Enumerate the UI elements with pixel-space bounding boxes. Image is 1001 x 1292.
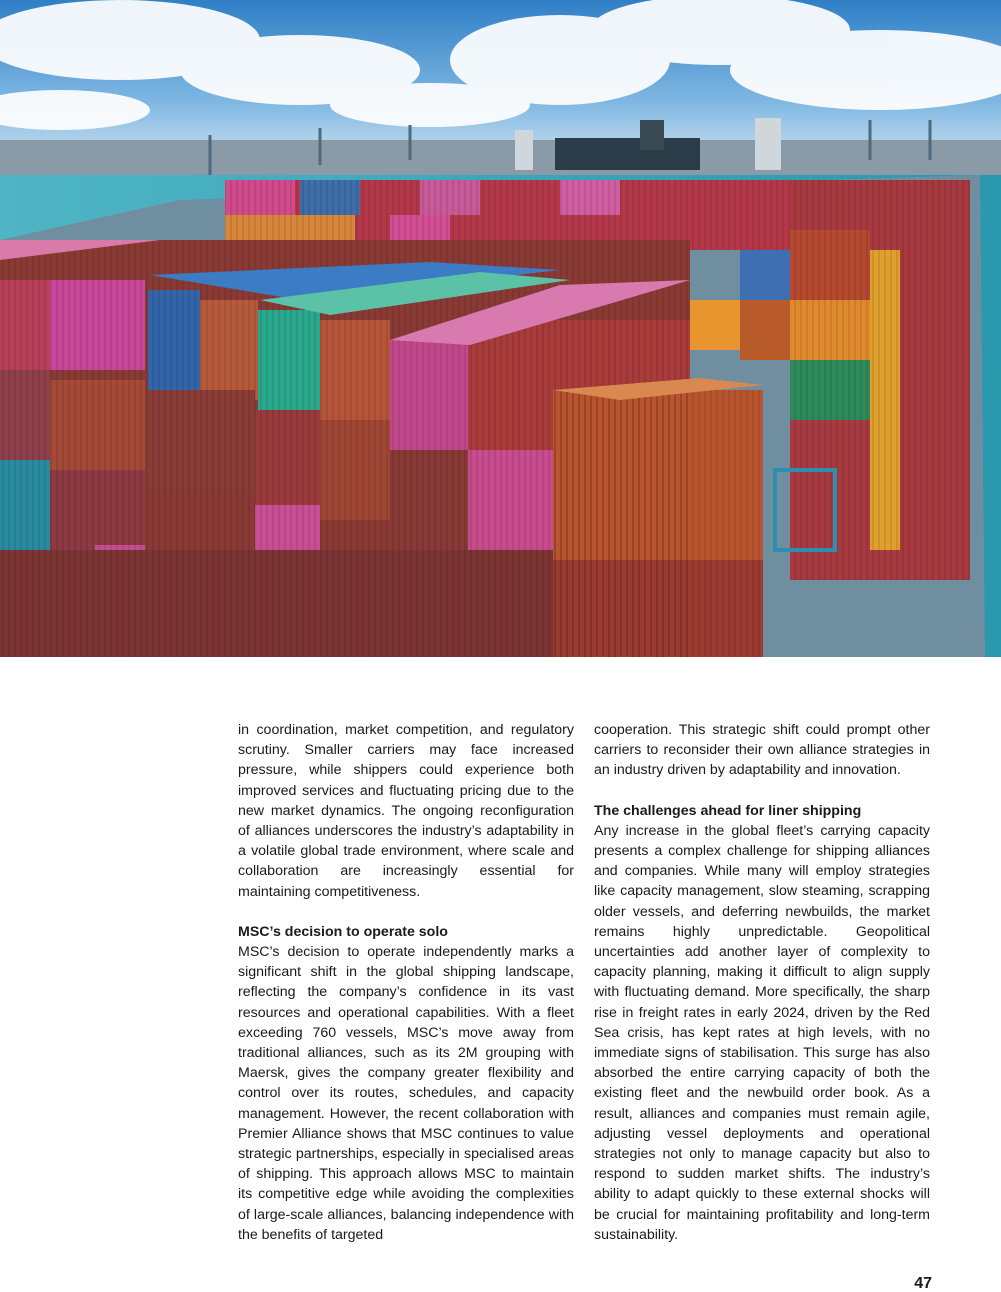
msc-paragraph: MSC’s decision to operate independently marks a significant shift in the global shipping landscape, reflecting the company’s confidence in its vast resources and operational capabilities. With a fleet exceeding 760 vessels, MSC’s move away from traditional alliances, such as its 2M grouping with Maersk, gives the company greater flexibility and control over its routes, schedules, and capacity management. However, the recent collaboration with Premier Alliance shows that MSC continues to value strategic partnerships, especially in specialised areas of shipping. This approach allows MSC to maintain its competitive edge while avoiding the complexities of large-scale alliances, balancing independence with the benefits of targeted xyxy=(238,944,574,1243)
distant-port xyxy=(0,140,1001,180)
article-column-right xyxy=(594,720,930,1245)
msc-heading: MSC’s decision to operate solo xyxy=(238,923,448,940)
continuation-paragraph: cooperation. This strategic shift could prompt other carriers to reconsider their own alliance strategies in an industry driven by adaptability and innovation. xyxy=(594,722,930,779)
container-stacks-front xyxy=(0,240,763,657)
page-number: 47 xyxy=(914,1275,932,1292)
ship-bridge xyxy=(555,138,700,170)
challenges-paragraph: Any increase in the global fleet’s carrying capacity presents a complex challenge for shipping alliances and companies. While many will employ strategies like capacity management, slow steaming, scrapping older vessels, and deferring newbuilds, the market remains highly unpredictable. Geopolitical uncertainties add another layer of complexity to capacity planning, making it difficult to align supply with fluctuating demand. More specifically, the sharp rise in freight rates in early 2024, driven by the Red Sea crisis, has kept rates at high levels, with no immediate signs of stabilisation. This surge has also absorbed the entire carrying capacity of both the existing fleet and the newbuild order book. As a result, alliances and companies must remain agile, adjusting vessel deployments and operational strategies not only to manage capacity but also to respond to sudden market shifts. The industry’s ability to adapt quickly to these external shocks will be crucial for maintaining profitability and long-term sustainability. xyxy=(594,822,930,1243)
intro-paragraph: in coordination, market competition, and regulatory scrutiny. Smaller carriers may face increased pressure, while shippers could experience both improved services and fluctuating pricing due to the new market dynamics. The ongoing reconfiguration of alliances underscores the industry’s adaptability in a volatile global trade environment, where scale and collaboration are increasingly essential for maintaining competitiveness. xyxy=(238,722,574,900)
article-column-left xyxy=(238,720,574,1245)
challenges-heading: The challenges ahead for liner shipping xyxy=(594,802,862,819)
